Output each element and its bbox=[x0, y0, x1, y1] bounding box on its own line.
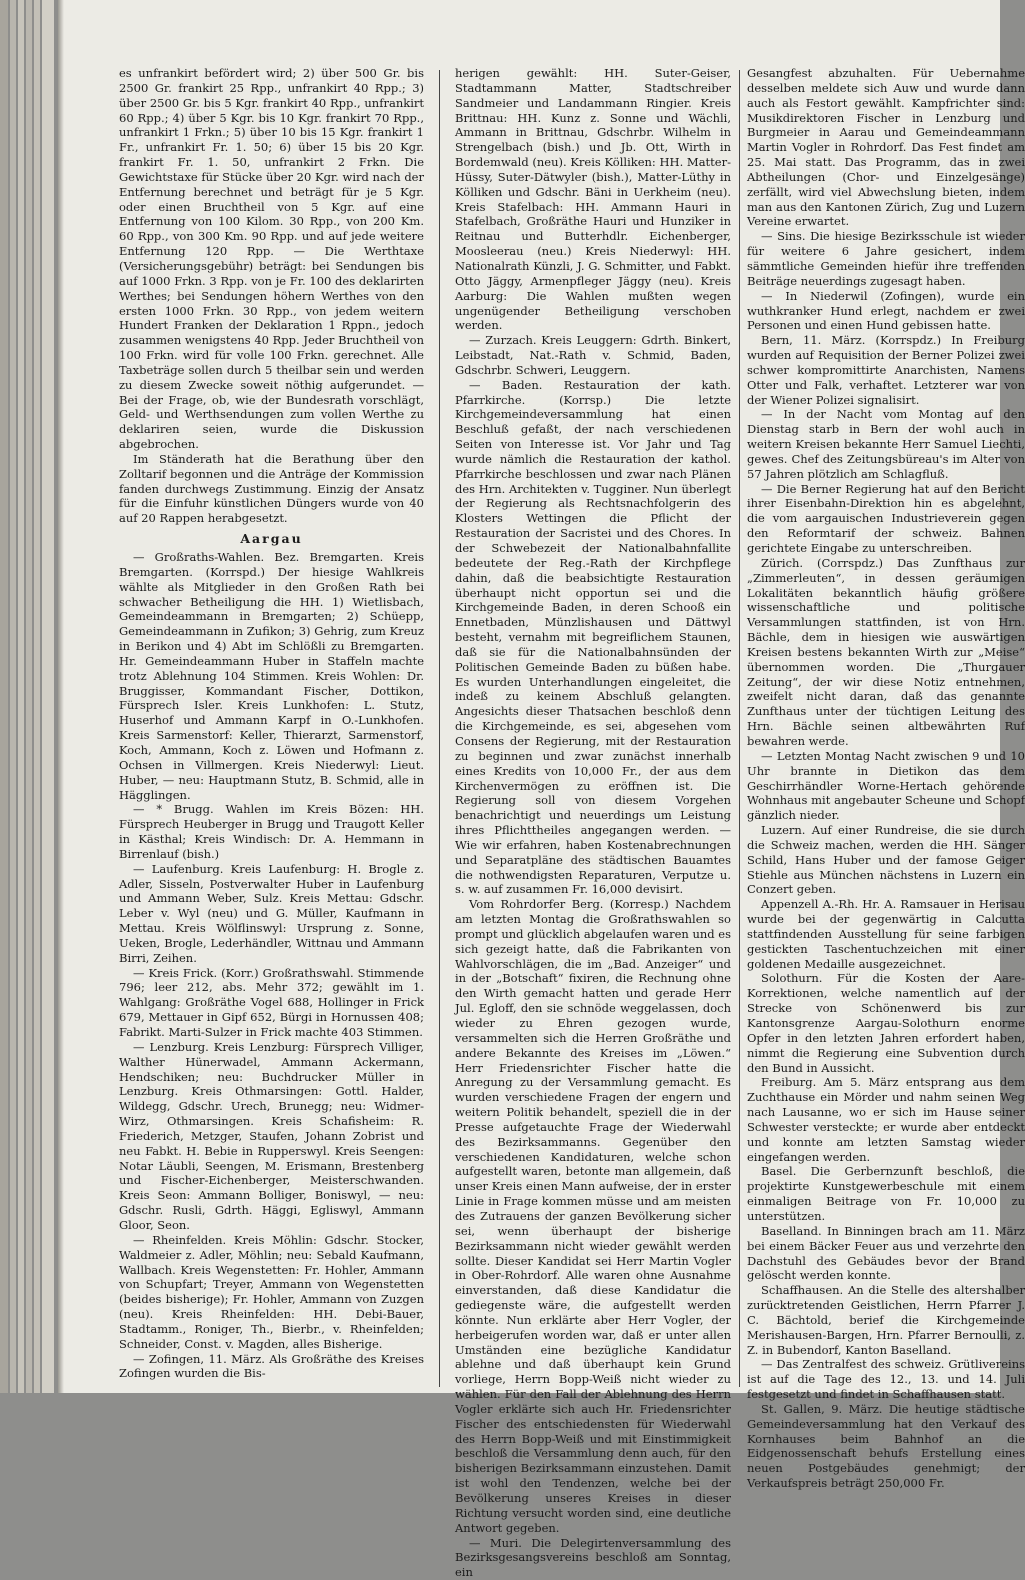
article-paragraph: — Lenzburg. Kreis Lenzburg: Fürsprech Villiger, Walther Hünerwadel, Ammann Ackermann, Hendschiken; neu: Buchdrucker Müller in Lenzburg. Kreis Othmarsingen: Gottl. Halder, Wildegg, Gdschr. Urech, Brunegg; neu: Widmer-Wirz, Othmarsingen. Kreis Schafisheim: R. Friederich, Metzger, Staufen, Johann Zobrist und neu Fabkt. H. Bebie in Rupperswyl. Kreis Seengen: Notar Läubli, Seengen, M. Erismann, Brestenberg und Fischer-Eichenberger, Meisterschwanden. Kreis Seon: Ammann Bolliger, Boniswyl, — neu: Gdschr. Rusli, Gdrth. Häggi, Egliswyl, Ammann Gloor, Seon. bbox=[119, 1039, 424, 1232]
article-paragraph: Solothurn. Für die Kosten der Aare-Korrektionen, welche namentlich auf der Strecke von Schönenwerd bis zur Kantonsgrenze Aargau-Solothurn enorme Opfer in den letzten Jahren erfordert haben, nimmt die Regierung eine Subvention durch den Bund in Aussicht. bbox=[747, 971, 1025, 1075]
article-paragraph: — Zofingen, 11. März. Als Großräthe des Kreises Zofingen wurden die Bis- bbox=[119, 1351, 424, 1381]
page-edge-2 bbox=[10, 0, 16, 1393]
article-paragraph: — Baden. Restauration der kath. Pfarrkirche. (Korrsp.) Die letzte Kirchgemeindeversammlung hat einen Beschluß gefaßt, der nach verschiedenen Seiten von Interesse ist. Vor Jahr und Tag wurde nämlich die Restauration der kathol. Pfarrkirche beschlossen und zwar nach Plänen des Hrn. Architekten v. Tugginer. Nun überlegt der Regierung als Rechtsnachfolgerin des Klosters Wettingen die Pflicht der Restauration der Sacristei und des Chores. In der Schwebezeit der Nationalbahnfallite bedeutete der Reg.-Rath der Kirchpflege dahin, daß die beabsichtigte Restauration überhaupt nicht opportun sei und die Kirchgemeinde Baden, in deren Schooß ein Ennetbaden, Münzlishausen und Dättwyl besteht, vernahm mit begreiflichem Staunen, daß sie für die Nationalbahnsünden der Politischen Gemeinde Baden zu büßen habe. Es wurden Unterhandlungen eingeleitet, die indeß zu keinem Abschluß gelangten. Angesichts dieser Thatsachen beschloß denn die Kirchgemeinde, es sei, abgesehen vom Consens der Regierung, mit der Restauration zu beginnen und zwar zunächst innerhalb eines Kredits von 10,000 Fr., der aus dem Kirchenvermögen zu eröffnen ist. Die Regierung soll von diesem Vorgehen benachrichtigt und neuerdings um Leistung ihres Pflichttheiles angegangen werden. — Wie wir erfahren, haben Kostenabrechnungen und Separatpläne des städtischen Bauamtes die nothwendigsten Reparaturen, Verputze u. s. w. auf zusammen Fr. 16,000 devisirt. bbox=[455, 377, 731, 897]
column-rule-1 bbox=[439, 70, 440, 1387]
page-edge-4 bbox=[26, 0, 32, 1393]
newspaper-page bbox=[58, 0, 1025, 1580]
article-paragraph: Baselland. In Binningen brach am 11. März bei einem Bäcker Feuer aus und verzehrte den Dachstuhl des Gebäudes bevor der Brand gelöscht werden konnte. bbox=[747, 1223, 1025, 1283]
article-paragraph: Bern, 11. März. (Korrspdz.) In Freiburg wurden auf Requisition der Berner Polizei zwei schwer kompromittirte Anarchisten, Namens Otter und Falk, verhaftet. Letzterer war von der Wiener Polizei signalisirt. bbox=[747, 333, 1025, 407]
page-edge-5 bbox=[34, 0, 40, 1393]
page-edge-1 bbox=[0, 0, 8, 1393]
column-3 bbox=[747, 66, 1025, 1491]
column-1 bbox=[119, 66, 424, 1384]
column-rule-2 bbox=[739, 70, 740, 1387]
column-2 bbox=[455, 66, 731, 1580]
article-paragraph: — Zurzach. Kreis Leuggern: Gdrth. Binkert, Leibstadt, Nat.-Rath v. Schmid, Baden, Gdschrbr. Schweri, Leuggern. bbox=[455, 333, 731, 377]
article-paragraph: Basel. Die Gerbernzunft beschloß, die projektirte Kunstgewerbeschule mit einem einmaligen Beitrage von Fr. 10,000 zu unterstützen. bbox=[747, 1164, 1025, 1223]
article-paragraph: Gesangfest abzuhalten. Für Uebernahme desselben meldete sich Auw und wurde dann auch als Festort gewählt. Kampfrichter sind: Musikdirektoren Fischer in Lenzburg und Burgmeier in Aarau und Gemeindeammann Martin Vogler in Rohrdorf. Das Fest findet am 25. Mai statt. Das Programm, das in zwei Abtheilungen (Chor- und Einzelgesänge) zerfällt, wird viel Abwechslung bieten, indem man aus den Kantonen Zürich, Zug und Luzern Vereine erwartet. bbox=[747, 66, 1025, 229]
article-paragraph: St. Gallen, 9. März. Die heutige städtische Gemeindeversammlung hat den Verkauf des Kornhauses beim Bahnhof an die Eidgenossenschaft behufs Erstellung eines neuen Postgebäudes genehmigt; der Verkaufspreis beträgt 250,000 Fr. bbox=[747, 1401, 1025, 1491]
article-paragraph: — Die Berner Regierung hat auf den Bericht ihrer Eisenbahn-Direktion hin es abgelehnt, die vom aargauischen Industrieverein gegen den Reformtarif der schweiz. Bahnen gerichtete Eingabe zu unterschreiben. bbox=[747, 481, 1025, 555]
article-paragraph: Zürich. (Corrspdz.) Das Zunfthaus zur „Zimmerleuten“, in dessen geräumigen Lokalitäten bekanntlich häufig größere wissenschaftliche und politische Versammlungen stattfinden, ist von Hrn. Bächle, dem in hiesigen wie auswärtigen Kreisen bestens bekannten Wirth zur „Meise“ übernommen worden. Die „Thurgauer Zeitung“, der wir diese Notiz entnehmen, zweifelt nicht daran, daß das genannte Zunfthaus unter der tüchtigen Leitung des Hrn. Bächle seinen altbewährten Ruf bewahren werde. bbox=[747, 555, 1025, 748]
section-heading-aargau: Aargau bbox=[240, 531, 303, 547]
article-paragraph: Im Ständerath hat die Berathung über den Zolltarif begonnen und die Anträge der Kommission fanden durchwegs Zustimmung. Einzig der Ansatz für die Einfuhr künstlichen Düngers wurde von 40 auf 20 Rappen herabgesetzt. bbox=[119, 451, 424, 526]
article-paragraph: Appenzell A.-Rh. Hr. A. Ramsauer in Herisau wurde bei der gegenwärtig in Calcutta stattfindenden Ausstellung für seine farbigen gestickten Taschentuchzeichen mit einer goldenen Medaille ausgezeichnet. bbox=[747, 897, 1025, 971]
article-paragraph: — Das Zentralfest des schweiz. Grütlivereins ist auf die Tage des 12., 13. und 14. Juli festgesetzt und findet in Schaffhausen statt. bbox=[747, 1357, 1025, 1402]
article-paragraph: — Letzten Montag Nacht zwischen 9 und 10 Uhr brannte in Dietikon das dem Geschirrhändler Worne-Hertach gehörende Wohnhaus mit angebauter Scheune und Schopf gänzlich nieder. bbox=[747, 748, 1025, 823]
article-paragraph: — Laufenburg. Kreis Laufenburg: H. Brogle z. Adler, Sisseln, Postverwalter Huber in Laufenburg und Ammann Weber, Sulz. Kreis Mettau: Gdschr. Leber v. Wyl (neu) und G. Müller, Kaufmann in Mettau. Kreis Wölflinswyl: Ursprung z. Sonne, Ueken, Brogle, Lederhändler, Wittnau und Ammann Birri, Zeihen. bbox=[119, 861, 424, 965]
article-paragraph: Schaffhausen. An die Stelle des altershalber zurücktretenden Geistlichen, Herrn Pfarrer J. C. Bächtold, berief die Kirchgemeinde Merishausen-Bargen, Hrn. Pfarrer Bernoulli, z. Z. in Bubendorf, Kanton Baselland. bbox=[747, 1283, 1025, 1357]
article-paragraph: es unfrankirt befördert wird; 2) über 500 Gr. bis 2500 Gr. frankirt 25 Rpp., unfrankirt 40 Rpp.; 3) über 2500 Gr. bis 5 Kgr. frankirt 40 Rpp., unfrankirt 60 Rpp.; 4) über 5 Kgr. bis 10 Kgr. frankirt 70 Rpp., unfrankirt 1 Frkn.; 5) über 10 bis 15 Kgr. frankirt 1 Fr., unfrankirt Fr. 1. 50; 6) über 15 bis 20 Kgr. frankirt Fr. 1. 50, unfrankirt 2 Frkn. Die Gewichtstaxe für Stücke über 20 Kgr. wird nach der Entfernung berechnet und beträgt für je 5 Kgr. oder einen Bruchtheil von 5 Kgr. auf eine Entfernung von 100 Kilom. 30 Rpp., von 200 Km. 60 Rpp., von 300 Km. 90 Rpp. und auf jede weitere Entfernung 120 Rpp. — Die Werthtaxe (Versicherungsgebühr) beträgt: bei Sendungen bis auf 1000 Frkn. 3 Rpp. von je Fr. 100 des deklarirten Werthes; bei Sendungen höhern Werthes von den ersten 1000 Frkn. 30 Rpp., von jedem weitern Hundert Franken der Deklaration 1 Rppn., jedoch zusammen wenigstens 40 Rpp. Jeder Bruchtheil von 100 Frkn. wird für volle 100 Frkn. gerechnet. Alle Taxbeträge sollen durch 5 theilbar sein und werden zu diesem Zwecke soweit nöthig aufgerundet. — Bei der Frage, ob, wie der Bundesrath vorschlägt, Geld- und Werthsendungen zum vollen Werthe zu deklariren seien, wurde die Diskussion abgebrochen. bbox=[119, 66, 424, 452]
article-paragraph: — In der Nacht vom Montag auf den Dienstag starb in Bern der wohl auch in weitern Kreisen bekannte Herr Samuel Liechti, gewes. Chef des Zeitungsbüreau's im Alter von 57 Jahren plötzlich am Schlagfluß. bbox=[747, 407, 1025, 481]
article-paragraph: — Kreis Frick. (Korr.) Großrathswahl. Stimmende 796; leer 212, abs. Mehr 372; gewählt im 1. Wahlgang: Großräthe Vogel 688, Hollinger in Frick 679, Mettauer in Gipf 652, Bürgi in Hornussen 408; Fabrikt. Marti-Sulzer in Frick machte 403 Stimmen. bbox=[119, 965, 424, 1039]
article-paragraph: — In Niederwil (Zofingen), wurde ein wuthkranker Hund erlegt, nachdem er zwei Personen und einen Hund gebissen hatte. bbox=[747, 288, 1025, 333]
article-paragraph: Freiburg. Am 5. März entsprang aus dem Zuchthause ein Mörder und nahm seinen Weg nach Lausanne, wo er sich im Hause seiner Schwester versteckte; er wurde aber entdeckt und konnte am letzten Samstag wieder eingefangen werden. bbox=[747, 1075, 1025, 1164]
article-paragraph: Vom Rohrdorfer Berg. (Korresp.) Nachdem am letzten Montag die Großrathswahlen so prompt und glücklich abgelaufen waren und es sich gezeigt hatte, daß die Fabrikanten von Wahlvorschlägen, die im „Bad. Anzeiger“ und in der „Botschaft“ fixiren, die Rechnung ohne den Wirth gemacht hatten und gerade Herr Jul. Egloff, den sie schnöde weggelassen, doch wieder zu Ehren gezogen wurde, versammelten sich die Herren Großräthe und andere Bekannte des Kreises im „Löwen.“ Herr Friedensrichter Fischer hatte die Anregung zu der Versammlung gemacht. Es wurden verschiedene Fragen der engern und weitern Politik behandelt, speziell die in der Presse aufgetauchte Frage der Wiederwahl des Bezirksammanns. Gegenüber den verschiedenen Kandidaturen, welche schon aufgestellt waren, betonte man allgemein, daß unser Kreis einen Mann aufweise, der in erster Linie in Frage kommen müsse und am meisten des Zutrauens der ganzen Bevölkerung sicher sei, wenn überhaupt der bisherige Bezirksammann nicht wieder gewählt werden sollte. Dieser Kandidat sei Herr Martin Vogler in Ober-Rohrdorf. Alle waren ohne Ausnahme einverstanden, daß diese Kandidatur die gediegenste wäre, die aufgestellt werden könnte. Nun erklärte aber Herr Vogler, der herbeigerufen worden war, daß er unter allen Umständen eine bezügliche Kandidatur ablehne und daß überhaupt kein Grund vorliege, Herrn Bopp-Weiß nicht wieder zu wählen. Für den Fall der Ablehnung des Herrn Vogler erklärte sich auch Hr. Friedensrichter Fischer des entschiedensten für Wiederwahl des Herrn Bopp-Weiß und mit Einstimmigkeit beschloß die Versammlung denn auch, für den bisherigen Bezirksammann einzustehen. Damit ist wohl den Tendenzen, welche bei der Bevölkerung unseres Kreises in dieser Richtung versucht worden sind, eine deutliche Antwort gegeben. bbox=[455, 897, 731, 1535]
article-paragraph: herigen gewählt: HH. Suter-Geiser, Stadtammann Matter, Stadtschreiber Sandmeier und Landammann Ringier. Kreis Brittnau: HH. Kunz z. Sonne und Wächli, Ammann in Brittnau, Gdschrbr. Wilhelm in Strengelbach (bish.) und Jb. Ott, Wirth in Bordemwald (neu). Kreis Kölliken: HH. Matter-Hüssy, Suter-Dätwyler (bish.), Matter-Lüthy in Kölliken und Gdschr. Bäni in Uerkheim (neu). Kreis Stafelbach: HH. Ammann Hauri in Stafelbach, Großräthe Hauri und Hunziker in Reitnau und Butterhdlr. Eichenberger, Moosleerau (neu.) Kreis Niederwyl: HH. Nationalrath Künzli, J. G. Schmitter, und Fabkt. Otto Jäggy, Armenpfleger Jäggy (neu). Kreis Aarburg: Die Wahlen mußten wegen ungenügender Betheiligung verschoben werden. bbox=[455, 66, 731, 333]
article-paragraph: — Muri. Die Delegirtenversammlung des Bezirksgesangsvereins beschloß am Sonntag, ein bbox=[455, 1535, 731, 1580]
article-paragraph: Luzern. Auf einer Rundreise, die sie durch die Schweiz machen, werden die HH. Sänger Schild, Hans Huber und der famose Geiger Stiehle aus München nächstens in Luzern ein Conzert geben. bbox=[747, 823, 1025, 897]
article-paragraph: — Sins. Die hiesige Bezirksschule ist wieder für weitere 6 Jahre gesichert, indem sämmtliche Gemeinden hiefür ihre treffenden Beiträge neuerdings zugesagt haben. bbox=[747, 229, 1025, 288]
article-paragraph: — Großraths-Wahlen. Bez. Bremgarten. Kreis Bremgarten. (Korrspd.) Der hiesige Wahlkreis wählte als Mitglieder in den Großen Rath bei schwacher Betheiligung die HH. 1) Wietlisbach, Gemeindeammann in Bremgarten; 2) Schüepp, Gemeindeammann in Zufikon; 3) Gehrig, zum Kreuz in Berikon und 4) Abt im Schlößli zu Bremgarten. Hr. Gemeindeammann Huber in Staffeln machte trotz Ablehnung 104 Stimmen. Kreis Wohlen: Dr. Bruggisser, Kommandant Fischer, Dottikon, Fürsprech Isler. Kreis Lunkhofen: L. Stutz, Huserhof und Ammann Karpf in O.-Lunkhofen. Kreis Sarmenstorf: Keller, Thierarzt, Sarmenstorf, Koch, Ammann, Koch z. Löwen und Hofmann z. Ochsen in Villmergen. Kreis Niederwyl: Lieut. Huber, — neu: Hauptmann Stutz, B. Schmid, alle in Hägglingen. bbox=[119, 550, 424, 802]
page-edge-6 bbox=[42, 0, 54, 1393]
article-paragraph: — Rheinfelden. Kreis Möhlin: Gdschr. Stocker, Waldmeier z. Adler, Möhlin; neu: Sebald Kaufmann, Wallbach. Kreis Wegenstetten: Fr. Hohler, Ammann von Schupfart; Treyer, Ammann von Wegenstetten (beides bisherige); Fr. Hohler, Ammann von Zuzgen (neu). Kreis Rheinfelden: HH. Debi-Bauer, Stadtamm., Roniger, Th., Bierbr., v. Rheinfelden; Schneider, Const. v. Magden, alles Bisherige. bbox=[119, 1232, 424, 1351]
page-edge-3 bbox=[18, 0, 24, 1393]
article-paragraph: — * Brugg. Wahlen im Kreis Bözen: HH. Fürsprech Heuberger in Brugg und Traugott Keller in Kästhal; Kreis Windisch: Dr. A. Hemmann in Birrenlauf (bish.) bbox=[119, 802, 424, 861]
